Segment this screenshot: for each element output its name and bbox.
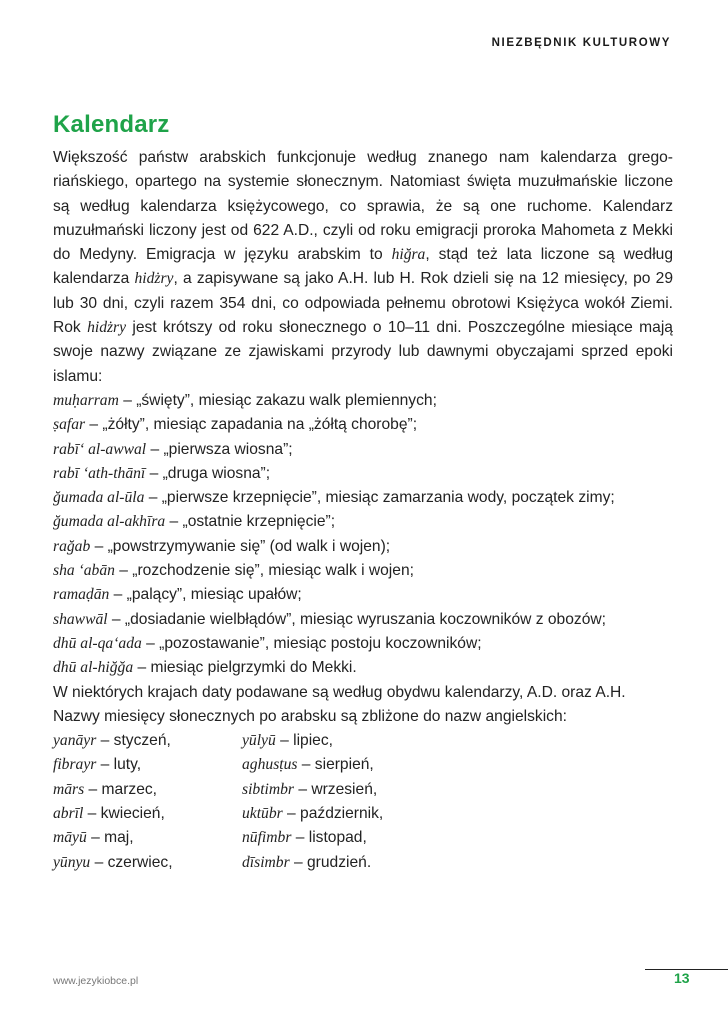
intro-text: , a zapisywane są jako A.H. lub H. Rok dzieli się na 12 miesięcy, po 29 lub 30 dni, czyli razem 354 dni, co odpowiada pełnemu obrotowi Księżyca wokół Ziemi. Rok bbox=[53, 270, 673, 337]
solar-months-table bbox=[53, 729, 673, 875]
month-name: dhū al-hiğğa bbox=[53, 659, 134, 677]
month-name: dīsimbr bbox=[242, 853, 290, 871]
month-name: ramaḍān bbox=[53, 586, 110, 604]
month-name: rağab bbox=[53, 537, 91, 555]
month-description: – luty, bbox=[96, 756, 142, 774]
month-name: māyū bbox=[53, 829, 87, 847]
intro-text: jest krótszy od roku słonecznego o 10–11 dni. Poszczególne miesiące mają swoje nazwy związane ze zjawiskami przyrody lub dawnymi obyczajami sprzed epoki islamu: bbox=[53, 319, 673, 385]
lunar-months-list bbox=[53, 389, 673, 681]
lunar-month-item bbox=[53, 559, 673, 583]
lunar-month-item bbox=[53, 462, 673, 486]
month-description: – miesiąc pielgrzymki do Mekki. bbox=[133, 659, 357, 677]
month-description: – styczeń, bbox=[96, 732, 171, 750]
month-description: – „pierwsze krzepnięcie”, miesiąc zamarzania wody, początek zimy; bbox=[144, 489, 615, 507]
lunar-month-item bbox=[53, 389, 673, 413]
month-description: – „pozostawanie”, miesiąc postoju koczowników; bbox=[141, 634, 482, 652]
month-description: – lipiec, bbox=[275, 732, 333, 750]
month-name: muḥarram bbox=[53, 391, 119, 409]
article-body bbox=[53, 146, 673, 875]
month-name: sha ‘abān bbox=[53, 562, 115, 580]
month-name: fibrayr bbox=[53, 756, 97, 774]
month-description: – „druga wiosna”; bbox=[145, 464, 271, 482]
month-name: yūlyū bbox=[242, 732, 276, 750]
intro-text: , stąd też lata liczone są według kalendarza bbox=[53, 246, 674, 288]
arabic-term: hidżry bbox=[87, 319, 127, 337]
month-name: dhū al-qa‘ada bbox=[53, 634, 142, 652]
month-description: – wrzesień, bbox=[294, 780, 378, 798]
month-name: aghusṭus bbox=[242, 756, 298, 774]
month-description: – marzec, bbox=[84, 780, 157, 798]
month-description: – „dosiadanie wielbłądów”, miesiąc wyruszania koczowników z obozów; bbox=[107, 610, 606, 628]
lunar-month-item bbox=[53, 632, 673, 656]
solar-intro: Nazwy miesięcy słonecznych po arabsku są zbliżone do nazw angielskich: bbox=[53, 707, 567, 725]
month-name: ğumada al-ūla bbox=[53, 489, 145, 507]
intro-paragraph bbox=[53, 146, 673, 389]
month-name: yūnyu bbox=[53, 853, 91, 871]
solar-month-item bbox=[242, 802, 642, 826]
lunar-month-item bbox=[53, 510, 673, 534]
section-header: NIEZBĘDNIK KULTUROWY bbox=[491, 37, 671, 49]
solar-month-item bbox=[53, 753, 242, 777]
arabic-term: hidżry bbox=[134, 270, 174, 288]
solar-month-item bbox=[242, 729, 642, 753]
lunar-month-item bbox=[53, 535, 673, 559]
month-description: – „palący”, miesiąc upałów; bbox=[109, 586, 302, 604]
solar-month-item bbox=[242, 826, 642, 850]
month-name: ṣafar bbox=[53, 416, 86, 434]
month-description: – maj, bbox=[86, 829, 134, 847]
lunar-month-item bbox=[53, 608, 673, 632]
month-description: – „powstrzymywanie się” (od walk i wojen); bbox=[90, 537, 391, 555]
solar-month-item bbox=[242, 753, 642, 777]
month-description: – czerwiec, bbox=[90, 853, 173, 871]
intro-text: Większość państw arabskich funkcjonuje według znanego nam kalendarza gregoriańskiego, opartego na systemie słonecznym. Natomiast święta muzułmańskie liczone są według kalendarza księżycowego, co sprawia, że są one ruchome. Kalendarz muzułmański liczony jest od 622 A.D., czyli od roku emigracji proroka Mahometa z Mekki do Medyny. Emigracja w języku arabskim to bbox=[53, 149, 673, 264]
solar-month-item bbox=[242, 778, 642, 802]
month-name: ğumada al-akhīra bbox=[53, 513, 166, 531]
solar-month-item bbox=[242, 851, 642, 875]
page-title: Kalendarz bbox=[53, 111, 170, 138]
month-name: shawwāl bbox=[53, 610, 108, 628]
month-name: rabī‘ al-awwal bbox=[53, 440, 147, 458]
month-description: – „święty”, miesiąc zakazu walk plemiennych; bbox=[118, 391, 437, 409]
month-name: abrīl bbox=[53, 805, 84, 823]
month-name: uktūbr bbox=[242, 805, 283, 823]
solar-month-item bbox=[53, 802, 242, 826]
month-name: sibtimbr bbox=[242, 780, 294, 798]
dates-note: W niektórych krajach daty podawane są według obydwu kalendarzy, A.D. oraz A.H. bbox=[53, 683, 626, 701]
month-description: – „żółty”, miesiąc zapadania na „żółtą chorobę”; bbox=[85, 416, 418, 434]
solar-month-item bbox=[53, 729, 242, 753]
solar-month-item bbox=[53, 826, 242, 850]
month-description: – grudzień. bbox=[289, 853, 372, 871]
month-name: yanāyr bbox=[53, 732, 97, 750]
month-description: – „rozchodzenie się”, miesiąc walk i wojen; bbox=[114, 562, 414, 580]
month-description: – kwiecień, bbox=[83, 805, 165, 823]
lunar-month-item bbox=[53, 413, 673, 437]
lunar-month-item bbox=[53, 486, 673, 510]
lunar-month-item bbox=[53, 583, 673, 607]
solar-month-item bbox=[53, 851, 242, 875]
month-name: rabī ‘ath-thānī bbox=[53, 464, 146, 482]
solar-month-item bbox=[53, 778, 242, 802]
lunar-month-item bbox=[53, 656, 673, 680]
month-description: – sierpień, bbox=[297, 756, 374, 774]
arabic-term: hiğra bbox=[391, 246, 426, 264]
page-number: 13 bbox=[674, 970, 690, 986]
footer-url: www.jezykiobce.pl bbox=[53, 975, 139, 987]
month-name: nūfimbr bbox=[242, 829, 292, 847]
month-description: – październik, bbox=[282, 805, 384, 823]
lunar-month-item bbox=[53, 438, 673, 462]
month-description: – listopad, bbox=[291, 829, 367, 847]
month-name: mārs bbox=[53, 780, 85, 798]
month-description: – „pierwsza wiosna”; bbox=[146, 440, 293, 458]
month-description: – „ostatnie krzepnięcie”; bbox=[165, 513, 336, 531]
